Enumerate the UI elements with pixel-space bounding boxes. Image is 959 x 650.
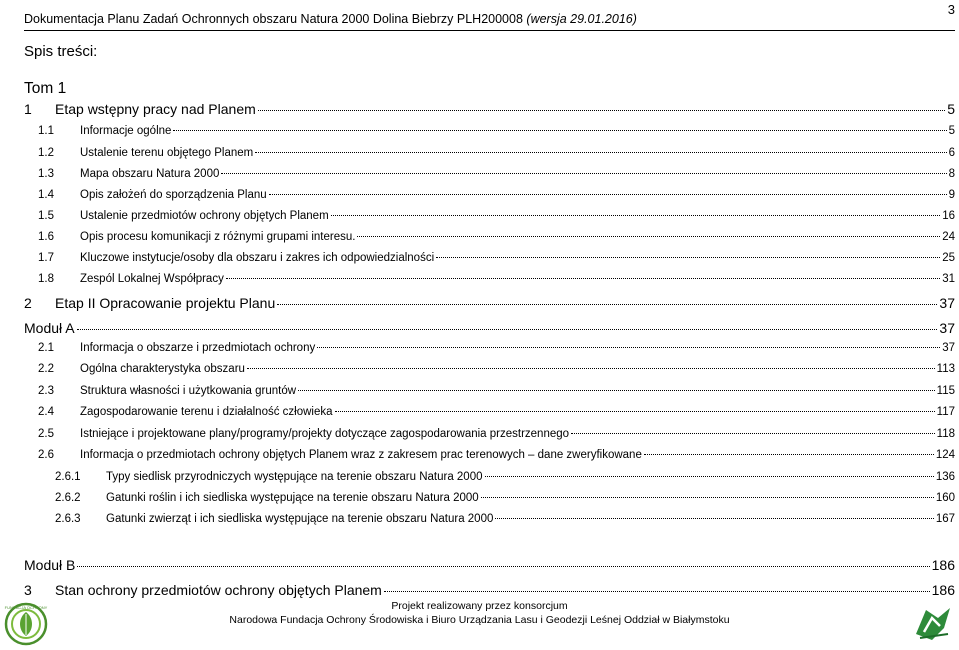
toc-entry[interactable] bbox=[38, 363, 955, 375]
toc-leader-dots bbox=[335, 410, 935, 412]
toc-entry-page: 8 bbox=[948, 168, 955, 180]
toc-entry-page: 186 bbox=[931, 582, 955, 598]
toc-entry-text: Gatunki roślin i ich siedliska występujące na terenie obszaru Natura 2000 bbox=[106, 492, 479, 504]
toc-entry[interactable] bbox=[38, 147, 955, 159]
toc-entry-number: 1.4 bbox=[38, 189, 54, 201]
toc-entry-page: 37 bbox=[942, 342, 955, 354]
toc-entry-text: Struktura własności i użytkowania gruntów bbox=[80, 385, 297, 397]
toc-entry-text: Stan ochrony przedmiotów ochrony objętych Planem bbox=[55, 582, 382, 598]
toc-entry-number: 1.7 bbox=[38, 252, 54, 264]
toc-entry[interactable] bbox=[55, 492, 955, 504]
toc-entry-text: Typy siedlisk przyrodniczych występujące na terenie obszaru Natura 2000 bbox=[106, 471, 483, 483]
toc-entry-text: Ustalenie terenu objętego Planem bbox=[80, 147, 254, 159]
toc-leader-dots bbox=[384, 590, 930, 592]
toc-entry-number: 1.8 bbox=[38, 273, 54, 285]
toc-entry[interactable] bbox=[38, 406, 955, 418]
toc-entry-text: Moduł B bbox=[24, 557, 76, 573]
toc-leader-dots bbox=[644, 453, 934, 455]
toc-entry-text: Kluczowe instytucje/osoby dla obszaru i zakres ich odpowiedzialności bbox=[80, 252, 435, 264]
toc-heading: Spis treści: bbox=[24, 43, 98, 60]
toc-entry-page: 5 bbox=[948, 125, 955, 137]
toc-entry-number: 2.6.2 bbox=[55, 492, 81, 504]
toc-entry-number: 2 bbox=[24, 295, 32, 311]
toc-entry[interactable] bbox=[38, 231, 955, 243]
toc-leader-dots bbox=[221, 172, 946, 174]
toc-entry-number: 1 bbox=[24, 101, 32, 117]
toc-entry-page: 37 bbox=[939, 295, 955, 311]
toc-entry-number: 1.6 bbox=[38, 231, 54, 243]
toc-leader-dots bbox=[255, 151, 946, 153]
document-title: Dokumentacja Planu Zadań Ochronnych obszaru Natura 2000 Dolina Biebrzy PLH200008 (wersja 29.01.2016) bbox=[24, 12, 637, 26]
toc-entry-text: Opis procesu komunikacji z różnymi grupami interesu. bbox=[80, 231, 356, 243]
foundation-logo-text: FUNDACJA OCHRONY bbox=[4, 605, 48, 610]
toc-entry-page: 118 bbox=[936, 428, 955, 440]
toc-entry-number: 2.4 bbox=[38, 406, 54, 418]
toc-entry-page: 124 bbox=[935, 449, 955, 461]
toc-entry-number: 1.5 bbox=[38, 210, 54, 222]
toc-leader-dots bbox=[277, 303, 937, 305]
toc-entry[interactable] bbox=[38, 385, 955, 397]
toc-entry-text: Informacje ogólne bbox=[80, 125, 172, 137]
header-rule bbox=[24, 30, 955, 31]
page-number: 3 bbox=[947, 2, 955, 17]
toc-entry-text: Ustalenie przedmiotów ochrony objętych Planem bbox=[80, 210, 329, 222]
toc-entry[interactable] bbox=[38, 168, 955, 180]
toc-entry-text: Informacja o obszarze i przedmiotach ochrony bbox=[80, 342, 316, 354]
toc-entry[interactable] bbox=[38, 252, 955, 264]
toc-entry[interactable] bbox=[24, 101, 955, 117]
toc-entry-text: Opis założeń do sporządzenia Planu bbox=[80, 189, 267, 201]
toc-leader-dots bbox=[77, 328, 938, 330]
toc-leader-dots bbox=[571, 432, 935, 434]
toc-entry-page: 24 bbox=[942, 231, 955, 243]
foundation-logo-icon bbox=[4, 602, 48, 646]
toc-entry[interactable] bbox=[38, 273, 955, 285]
toc-entry-number: 2.1 bbox=[38, 342, 54, 354]
toc-entry-text: Zespól Lokalnej Współpracy bbox=[80, 273, 224, 285]
toc-entry[interactable] bbox=[38, 189, 955, 201]
toc-entry-text: Gatunki zwierząt i ich siedliska występujące na terenie obszaru Natura 2000 bbox=[106, 513, 494, 525]
toc-entry-page: 6 bbox=[948, 147, 955, 159]
toc-entry-number: 2.6 bbox=[38, 449, 54, 461]
toc-entry-number: 1.1 bbox=[38, 125, 54, 137]
toc-entry[interactable] bbox=[24, 582, 955, 598]
forest-office-logo-icon bbox=[912, 604, 954, 644]
page-header bbox=[24, 2, 955, 30]
toc-entry-page: 115 bbox=[936, 385, 955, 397]
toc-entry[interactable] bbox=[38, 449, 955, 461]
toc-leader-dots bbox=[226, 277, 940, 279]
toc-entry-number: 2.3 bbox=[38, 385, 54, 397]
toc-entry[interactable] bbox=[24, 295, 955, 311]
toc-leader-dots bbox=[258, 109, 945, 111]
toc-entry-page: 25 bbox=[942, 252, 955, 264]
toc-leader-dots bbox=[247, 367, 935, 369]
toc-entry-text: Ogólna charakterystyka obszaru bbox=[80, 363, 245, 375]
toc-entry-number: 1.3 bbox=[38, 168, 54, 180]
toc-leader-dots bbox=[436, 256, 940, 258]
toc-entry[interactable] bbox=[24, 557, 955, 573]
toc-entry-text: Moduł A bbox=[24, 320, 75, 336]
toc-entry-text: Istniejące i projektowane plany/programy/projekty dotyczące zagospodarowania przestrzennego bbox=[80, 428, 570, 440]
toc-entry-page: 113 bbox=[936, 363, 955, 375]
toc-entry[interactable] bbox=[24, 320, 955, 336]
toc-entry[interactable] bbox=[55, 513, 955, 525]
toc-leader-dots bbox=[173, 129, 946, 131]
toc-entry-number: 1.2 bbox=[38, 147, 54, 159]
toc-leader-dots bbox=[481, 496, 934, 498]
toc-entry[interactable] bbox=[38, 210, 955, 222]
toc-leader-dots bbox=[357, 235, 940, 237]
toc-entry-text: Informacja o przedmiotach ochrony objętych Planem wraz z zakresem prac terenowych – dane zweryfikowane bbox=[80, 449, 642, 461]
toc-entry[interactable] bbox=[38, 125, 955, 137]
toc-leader-dots bbox=[331, 214, 941, 216]
toc-entry-page: 9 bbox=[948, 189, 955, 201]
toc-entry-number: 2.6.1 bbox=[55, 471, 81, 483]
toc-leader-dots bbox=[298, 389, 935, 391]
toc-entry[interactable] bbox=[38, 342, 955, 354]
toc-entry[interactable] bbox=[55, 471, 955, 483]
document-version: (wersja 29.01.2016) bbox=[526, 12, 637, 26]
toc-leader-dots bbox=[485, 475, 934, 477]
toc-entry-page: 31 bbox=[942, 273, 955, 285]
toc-entry-text: Mapa obszaru Natura 2000 bbox=[80, 168, 220, 180]
footer-consortium-line: Projekt realizowany przez konsorcjum bbox=[391, 600, 568, 612]
toc-leader-dots bbox=[269, 193, 947, 195]
toc-entry-page: 136 bbox=[935, 471, 955, 483]
toc-leader-dots bbox=[495, 517, 933, 519]
toc-leader-dots bbox=[317, 346, 940, 348]
toc-entry-number: 3 bbox=[24, 582, 32, 598]
toc-entry-page: 37 bbox=[939, 320, 955, 336]
toc-entry-page: 160 bbox=[935, 492, 955, 504]
toc-entry-page: 186 bbox=[931, 557, 955, 573]
toc-entry-page: 5 bbox=[947, 101, 955, 117]
toc-entry-text: Etap II Opracowanie projektu Planu bbox=[55, 295, 276, 311]
volume-title: Tom 1 bbox=[24, 80, 67, 97]
footer-partners-line: Narodowa Fundacja Ochrony Środowiska i Biuro Urządzania Lasu i Geodezji Leśnej Oddział w Białymstoku bbox=[229, 614, 730, 626]
toc-entry[interactable] bbox=[38, 428, 955, 440]
toc-entry-page: 167 bbox=[935, 513, 955, 525]
toc-entry-number: 2.2 bbox=[38, 363, 54, 375]
toc-entry-number: 2.5 bbox=[38, 428, 54, 440]
toc-entry-text: Etap wstępny pracy nad Planem bbox=[55, 101, 256, 117]
toc-entry-text: Zagospodarowanie terenu i działalność człowieka bbox=[80, 406, 333, 418]
toc-entry-page: 16 bbox=[942, 210, 955, 222]
toc-entry-number: 2.6.3 bbox=[55, 513, 81, 525]
toc-leader-dots bbox=[77, 565, 929, 567]
toc-entry-page: 117 bbox=[936, 406, 955, 418]
